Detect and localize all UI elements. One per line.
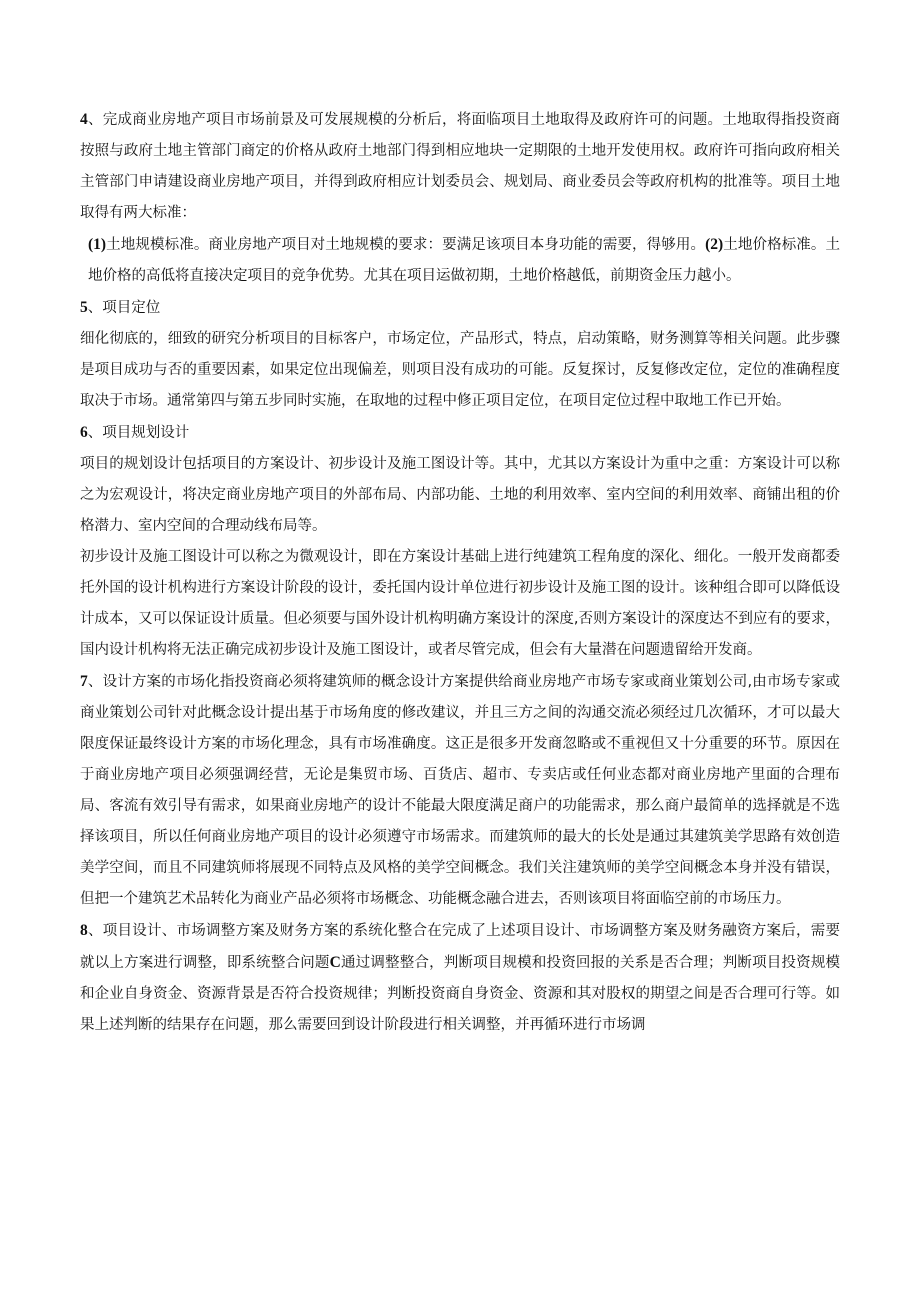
paragraph-text: 土地规模标准。商业房地产项目对土地规模的要求：要满足该项目本身功能的需要，得够用。 [106, 237, 706, 253]
paragraph-detailed-design [80, 542, 840, 666]
paragraph-text: 、项目设计、市场调整方案及财务方案的系统化整合在完成了上述项目设计、市场调整方案及财务融资方案后，需要就以上方案进行调整，即系统整合问题 [80, 923, 840, 971]
paragraph-section-7 [80, 666, 840, 915]
bold-letter: C [329, 954, 341, 971]
paragraph-section-8 [80, 915, 840, 1041]
paragraph-text: 细化彻底的，细致的研究分析项目的目标客户，市场定位，产品形式，特点，启动策略，财务测算等相关问题。此步骤是项目成功与否的重要因素，如果定位出现偏差，则项目没有成功的可能。反复探讨，反复修改定位，定位的准确程度取决于市场。通常第四与第五步同时实施，在取地的过程中修正项目定位，在项目定位过程中取地工作已开始。 [80, 331, 840, 409]
paragraph-text: 、设计方案的市场化指投资商必须将建筑师的概念设计方案提供给商业房地产市场专家或商业策划公司,由市场专家或商业策划公司针对此概念设计提出基于市场角度的修改建议，并且三方之间的沟通交流必须经过几次循环，才可以最大限度保证最终设计方案的市场化理念，具有市场准确度。这正是很多开发商忽略或不重视但又十分重要的环节。原因在于商业房地产项目必须强调经营，无论是集贸市场、百货店、超市、专卖店或任何业态都对商业房地产里面的合理布局、客流有效引导有需求，如果商业房地产的设计不能最大限度满足商户的功能需求，那么商户最简单的选择就是不选择该项目，所以任何商业房地产项目的设计必须遵守市场需求。而建筑师的最大的长处是通过其建筑美学思路有效创造美学空间，而且不同建筑师将展现不同特点及风格的美学空间概念。我们关注建筑师的美学空间概念本身并没有错误，但把一个建筑艺术品转化为商业产品必须将市场概念、功能概念融合进去，否则该项目将面临空前的市场压力。 [80, 674, 840, 907]
paragraph-planning-design [80, 449, 840, 542]
section-number: 8 [80, 922, 88, 939]
paragraph-section-4 [80, 104, 840, 229]
paragraph-text: 初步设计及施工图设计可以称之为微观设计，即在方案设计基础上进行纯建筑工程角度的深化、细化。一般开发商都委托外国的设计机构进行方案设计阶段的设计，委托国内设计单位进行初步设计及施工图的设计。该种组合即可以降低设计成本，又可以保证设计质量。但必须要与国外设计机构明确方案设计的深度,否则方案设计的深度达不到应有的要求，国内设计机构将无法正确完成初步设计及施工图设计，或者尽管完成，但会有大量潜在问题遗留给开发商。 [80, 549, 840, 658]
paragraph-positioning [80, 324, 840, 417]
document-body [80, 104, 840, 1041]
section-number: 6 [80, 424, 88, 441]
list-marker: (2) [705, 236, 724, 253]
section-heading-text: 、项目定位 [87, 300, 161, 316]
paragraph-text: 项目的规划设计包括项目的方案设计、初步设计及施工图设计等。其中，尤其以方案设计为重中之重：方案设计可以称之为宏观设计，将决定商业房地产项目的外部布局、内部功能、土地的利用效率、室内空间的利用效率、商铺出租的价格潜力、室内空间的合理动线布局等。 [80, 456, 840, 534]
section-heading-text: 、项目规划设计 [87, 425, 190, 441]
paragraph-text: 、完成商业房地产项目市场前景及可发展规模的分析后，将面临项目土地取得及政府许可的问题。土地取得指投资商按照与政府土地主管部门商定的价格从政府土地部门得到相应地块一定期限的土地开发使用权。政府许可指向政府相关主管部门申请建设商业房地产项目，并得到政府相应计划委员会、规划局、商业委员会等政府机构的批准等。项目土地取得有两大标准： [80, 112, 840, 221]
section-number: 4 [80, 111, 88, 128]
paragraph-text: 土地价格标准。土地价格的高低将直接决定项目的竞争优势。尤其在项目运做初期，土地价格越低，前期资金压力越小。 [88, 237, 841, 284]
section-heading-6 [80, 417, 840, 449]
paragraph-text: 通过调整整合，判断项目规模和投资回报的关系是否合理；判断项目投资规模和企业自身资金、资源背景是否符合投资规律；判断投资商自身资金、资源和其对股权的期望之间是否合理可行等。如果上述判断的结果存在问题，那么需要回到设计阶段进行相关调整，并再循环进行市场调 [80, 955, 841, 1033]
section-number: 7 [80, 673, 88, 690]
section-heading-5 [80, 292, 840, 324]
paragraph-land-standards [80, 229, 840, 292]
section-number: 5 [80, 299, 88, 316]
list-marker: (1) [88, 236, 107, 253]
